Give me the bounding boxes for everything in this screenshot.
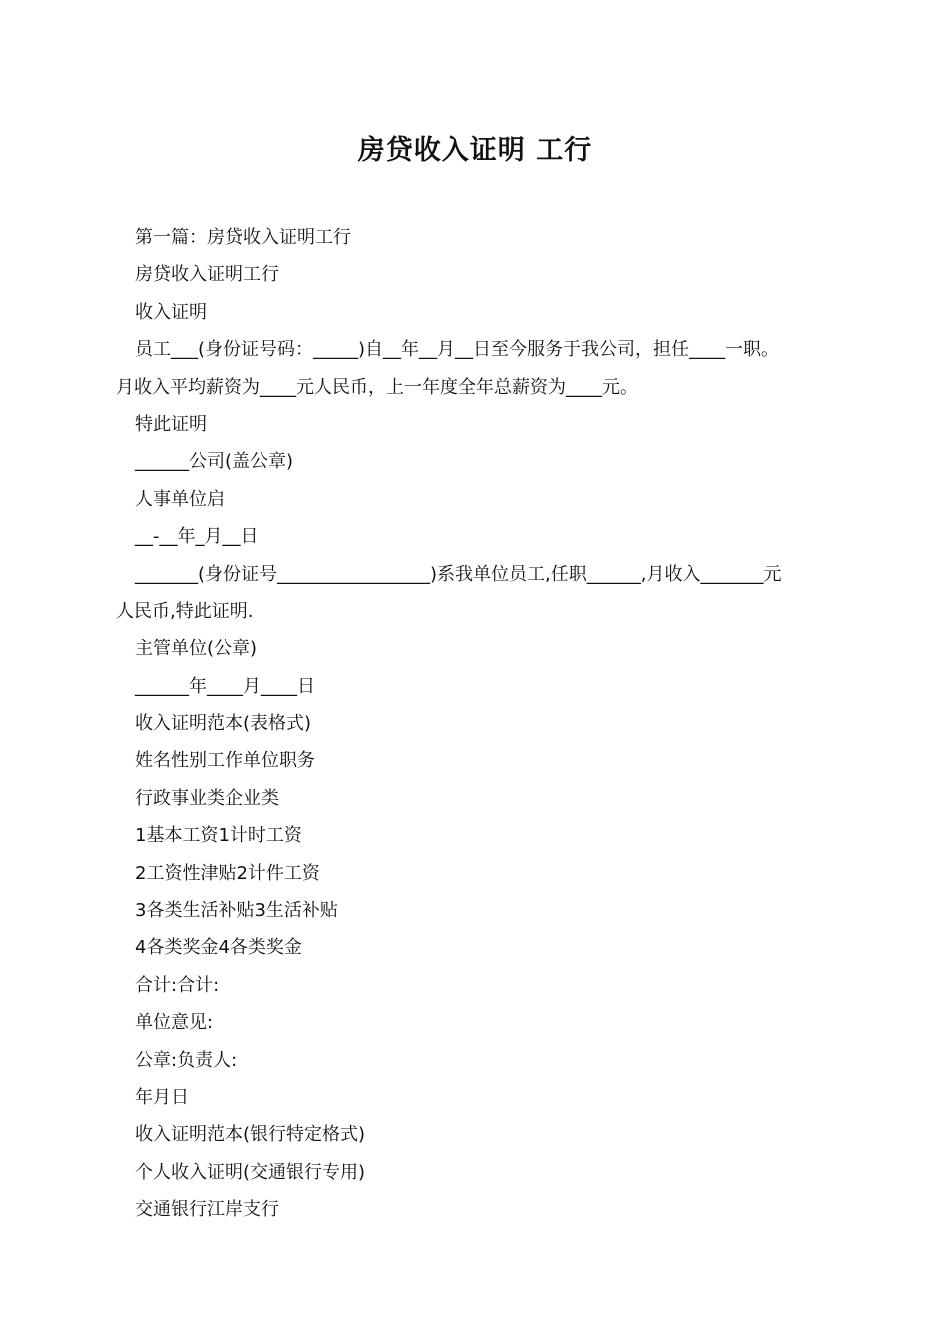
body-line: 个人收入证明(交通银行专用) [135,1161,366,1183]
body-line: 主管单位(公章) [135,638,258,660]
body-line: 房贷收入证明工行 [135,264,279,286]
body-line: 单位意见: [135,1012,214,1034]
body-line: 姓名性别工作单位职务 [135,750,315,772]
body-line: 交通银行江岸支行 [135,1199,279,1221]
body-line: 收入证明范本(表格式) [135,713,312,735]
body-line: 月收入平均薪资为____元人民币，上一年度全年总薪资为____元。 [116,376,638,398]
body-line: ______年____月____日 [135,675,315,697]
body-line: 公章:负责人: [135,1049,238,1071]
document-body [116,219,840,1229]
body-line: 第一篇：房贷收入证明工行 [135,227,351,248]
body-line: 合计:合计: [135,974,220,996]
body-line: 收入证明 [135,301,207,323]
body-line: 收入证明范本(银行特定格式) [135,1124,366,1146]
body-line: 3各类生活补贴3生活补贴 [135,900,338,922]
body-line: 人事单位启 [135,488,225,510]
document-title: 房贷收入证明 工行 [357,135,593,166]
body-line: 1基本工资1计时工资 [135,825,302,847]
body-line: 员工___(身份证号码：_____)自__年__月__日至今服务于我公司，担任____一职。 [135,339,780,361]
body-line: _______(身份证号_________________)系我单位员工,任职______,月收入_______元 [135,563,782,585]
body-line: 年月日 [135,1086,189,1108]
body-line: 特此证明 [135,413,207,435]
body-line: 4各类奖金4各类奖金 [135,937,302,959]
body-line: 2工资性津贴2计件工资 [135,862,320,884]
body-line: ______公司(盖公章) [135,451,294,473]
body-line: 行政事业类企业类 [135,787,279,809]
body-line: __-__年_月__日 [135,526,259,548]
body-line: 人民币,特此证明. [116,600,254,622]
